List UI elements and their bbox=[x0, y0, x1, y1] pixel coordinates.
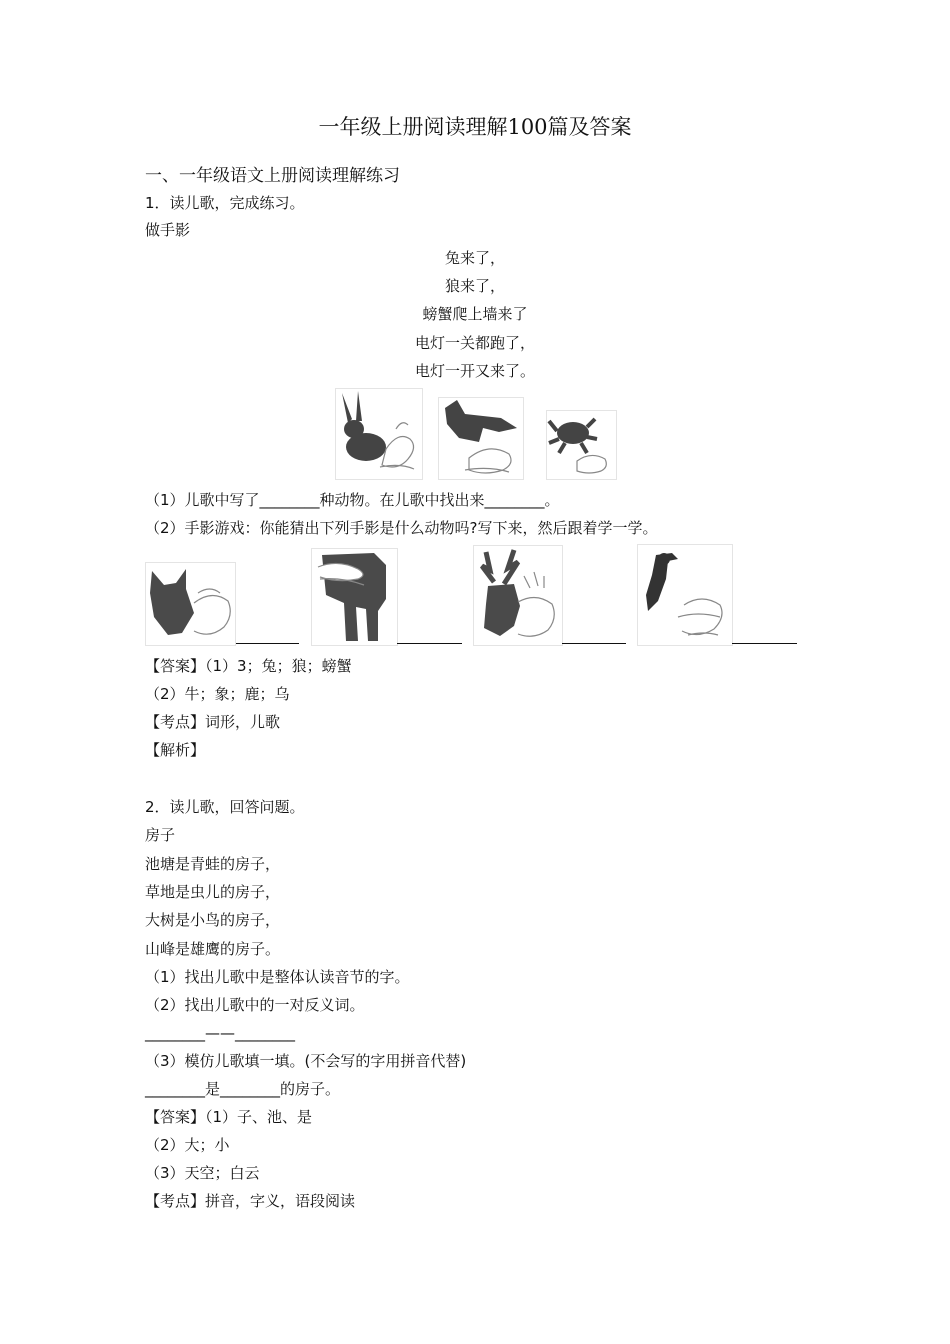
q2-poem-title: 房子 bbox=[145, 826, 176, 844]
crow-shadow-image bbox=[637, 544, 733, 646]
q1-answer-2: （2）牛；象；鹿；乌 bbox=[145, 685, 290, 703]
section-heading: 一、一年级语文上册阅读理解练习 bbox=[145, 166, 400, 186]
q2-poem-line-3: 大树是小鸟的房子， bbox=[145, 911, 281, 929]
q2-sub1: （1）找出儿歌中是整体认读音节的字。 bbox=[145, 968, 410, 986]
q2-answer: 【答案】（1）子、池、是 bbox=[145, 1108, 313, 1126]
q2-sub3: （3）模仿儿歌填一填。(不会写的字用拼音代替) bbox=[145, 1052, 467, 1070]
q1-poem-line-3: 螃蟹爬上墙来了 bbox=[422, 305, 528, 323]
q1-poem-line-1: 兔来了， bbox=[444, 249, 505, 267]
q2-answer-3: （3）天空；白云 bbox=[145, 1164, 260, 1182]
q1-prompt: 1．读儿歌，完成练习。 bbox=[145, 194, 305, 212]
deer-shadow-image bbox=[473, 545, 563, 646]
elephant-shadow-image bbox=[311, 548, 398, 646]
wolf-shadow-image bbox=[438, 397, 524, 480]
q2-prompt: 2．读儿歌，回答问题。 bbox=[145, 798, 305, 816]
crow-answer-blank[interactable] bbox=[732, 643, 797, 644]
q1-jiexi: 【解析】 bbox=[145, 741, 206, 759]
q2-poem-line-2: 草地是虫儿的房子， bbox=[145, 883, 281, 901]
q1-kaodian: 【考点】词形，儿歌 bbox=[145, 713, 281, 731]
q2-sub3-blank[interactable]: ________是________的房子。 bbox=[145, 1080, 341, 1098]
q2-poem-line-1: 池塘是青蛙的房子， bbox=[145, 855, 281, 873]
q1-poem-line-4: 电灯一关都跑了， bbox=[414, 334, 535, 352]
crab-shadow-image bbox=[546, 410, 617, 480]
q1-poem-title: 做手影 bbox=[145, 221, 191, 239]
q1-sub2: （2）手影游戏：你能猜出下列手影是什么动物吗?写下来，然后跟着学一学。 bbox=[145, 519, 658, 537]
ox-answer-blank[interactable] bbox=[236, 643, 299, 644]
q2-kaodian: 【考点】拼音，字义，语段阅读 bbox=[145, 1192, 356, 1210]
q2-sub2-blank[interactable]: ________——________ bbox=[145, 1024, 295, 1042]
deer-answer-blank[interactable] bbox=[562, 643, 626, 644]
q2-sub2: （2）找出儿歌中的一对反义词。 bbox=[145, 996, 365, 1014]
q1-sub1: （1）儿歌中写了________种动物。在儿歌中找出来________。 bbox=[145, 491, 560, 509]
ox-shadow-image bbox=[145, 562, 236, 646]
q1-answer: 【答案】（1）3；兔；狼；螃蟹 bbox=[145, 657, 352, 675]
q1-poem-line-2: 狼来了， bbox=[444, 277, 505, 295]
q1-poem-line-5: 电灯一开又来了。 bbox=[414, 362, 535, 380]
elephant-answer-blank[interactable] bbox=[397, 643, 462, 644]
q2-poem-line-4: 山峰是雄鹰的房子。 bbox=[145, 940, 281, 958]
page-title: 一年级上册阅读理解100篇及答案 bbox=[318, 115, 632, 139]
q2-answer-2: （2）大；小 bbox=[145, 1136, 230, 1154]
rabbit-shadow-image bbox=[335, 388, 423, 480]
